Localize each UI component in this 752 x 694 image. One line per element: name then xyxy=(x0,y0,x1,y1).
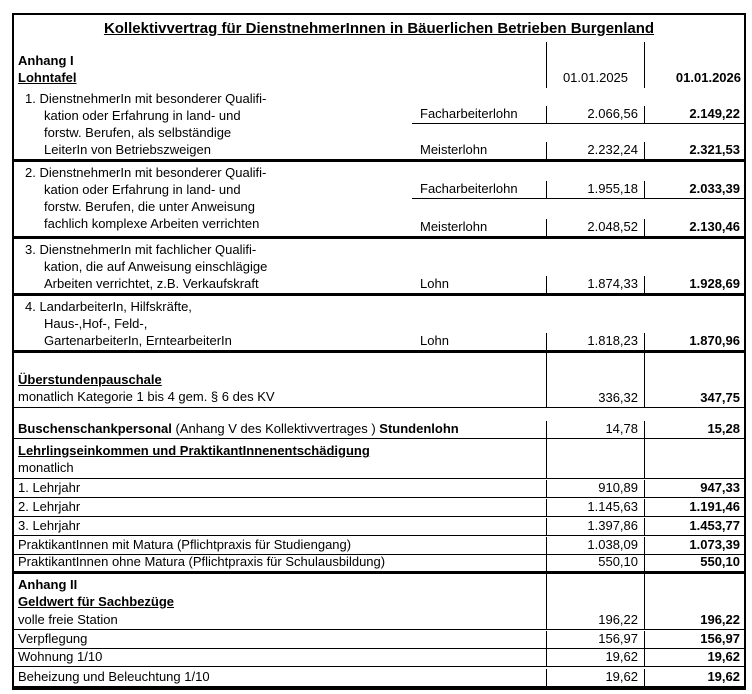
value-2025: 550,10 xyxy=(546,554,644,571)
wage-table xyxy=(12,13,746,690)
value-2025: 336,32 xyxy=(546,353,644,407)
value-2026: 196,22 xyxy=(644,612,744,629)
row-label: volle freie Station xyxy=(18,612,118,627)
category-4-values xyxy=(412,296,744,350)
wage-type-label: Facharbeiterlohn xyxy=(420,106,518,121)
empty-cell-2025 xyxy=(546,574,644,612)
empty-cell-2026 xyxy=(644,574,744,612)
row-label: Wohnung 1/10 xyxy=(18,649,103,664)
apprentice-heading-text xyxy=(14,439,546,478)
value-2025: 1.038,09 xyxy=(546,537,644,554)
row-label: 3. Lehrjahr xyxy=(18,518,81,533)
value-2026: 1.453,77 xyxy=(644,518,744,535)
value-2026: 347,75 xyxy=(644,353,744,407)
category-4-line-3: GartenarbeiterIn, ErntearbeiterIn xyxy=(44,333,232,348)
value-2026: 2.130,46 xyxy=(644,219,744,236)
category-1-row xyxy=(14,88,744,162)
value-2026: 15,28 xyxy=(644,421,744,438)
value-2025: 1.397,86 xyxy=(546,518,644,535)
category-3-line-3: Arbeiten verrichtet, z.B. Verkaufskraft xyxy=(44,276,259,291)
category-1-line-2: kation oder Erfahrung in land- und xyxy=(44,108,241,123)
row-label: 1. Lehrjahr xyxy=(18,480,81,495)
category-3-row xyxy=(14,239,744,296)
row-label: PraktikantInnen mit Matura (Pflichtpraxis für Studiengang) xyxy=(18,537,352,552)
value-2025: 1.145,63 xyxy=(546,499,644,516)
value-2026: 2.149,22 xyxy=(644,106,744,123)
value-2026: 1.870,96 xyxy=(644,333,744,350)
appendix-1-label: Anhang I xyxy=(18,53,74,68)
document-title: Kollektivvertrag für DienstnehmerInnen in Bäuerlichen Betrieben Burgenland xyxy=(103,20,655,37)
value-2025: 1.818,23 xyxy=(546,333,644,350)
category-2-description xyxy=(14,162,412,236)
category-4-lohn-row xyxy=(412,296,744,350)
wage-type-label: Lohn xyxy=(420,333,449,348)
value-2026: 156,97 xyxy=(644,631,744,648)
apprentice-row-4 xyxy=(14,536,744,555)
row-label: Beheizung und Beleuchtung 1/10 xyxy=(18,669,210,684)
value-2025: 19,62 xyxy=(546,649,644,666)
category-2-row xyxy=(14,162,744,239)
wage-type-label: Meisterlohn xyxy=(420,219,488,234)
row-label: PraktikantInnen ohne Matura (Pflichtpraxis für Schulausbildung) xyxy=(18,554,386,569)
value-2025: 19,62 xyxy=(546,669,644,686)
category-1-line-4: LeiterIn von Betriebszweigen xyxy=(44,142,211,157)
wage-type-label: Meisterlohn xyxy=(420,142,488,157)
apprentice-subheading: monatlich xyxy=(18,460,74,475)
category-2-line-2: kation oder Erfahrung in land- und xyxy=(44,182,241,197)
category-4-description xyxy=(14,296,412,350)
benefit-row-2 xyxy=(14,630,744,649)
buschenschank-reference: (Anhang V des Kollektivvertrages ) xyxy=(175,421,376,436)
row-label: Verpflegung xyxy=(18,631,88,646)
value-2026: 2.033,39 xyxy=(644,181,744,198)
wage-type-label: Lohn xyxy=(420,276,449,291)
title-row xyxy=(14,15,744,42)
value-2026: 1.191,46 xyxy=(644,499,744,516)
wage-type-label: Facharbeiterlohn xyxy=(420,181,518,196)
value-2025: 2.232,24 xyxy=(546,142,644,159)
column-header-2026: 01.01.2026 xyxy=(644,42,744,88)
value-2026: 2.321,53 xyxy=(644,142,744,159)
category-2-values xyxy=(412,162,744,236)
apprentice-row-5 xyxy=(14,555,744,574)
category-2-line-3: forstw. Berufen, die unter Anweisung xyxy=(44,199,256,214)
category-3-lohn-row xyxy=(412,239,744,293)
buschenschank-wage-type: Stundenlohn xyxy=(379,421,459,436)
category-1-line-3: forstw. Berufen, als selbständige xyxy=(44,125,232,140)
category-2-meister-row xyxy=(412,199,744,236)
empty-cell-2025 xyxy=(546,439,644,478)
appendix-2-heading-row xyxy=(14,574,744,612)
buschenschank-label xyxy=(14,421,546,438)
apprentice-row-3 xyxy=(14,517,744,536)
buschenschank-name: Buschenschankpersonal xyxy=(18,421,172,436)
category-1-meister-row xyxy=(412,124,744,159)
overtime-description: monatlich Kategorie 1 bis 4 gem. § 6 des KV xyxy=(18,389,275,404)
appendix-2-heading-text xyxy=(14,574,546,612)
apprentice-row-1 xyxy=(14,479,744,498)
value-2026: 550,10 xyxy=(644,554,744,571)
value-2025: 196,22 xyxy=(546,612,644,629)
column-header-2025: 01.01.2025 xyxy=(546,42,644,88)
category-4-line-1: 4. LandarbeiterIn, Hilfskräfte, xyxy=(25,299,192,314)
category-1-line-1: 1. DienstnehmerIn mit besonderer Qualifi- xyxy=(25,91,267,106)
benefit-row-3 xyxy=(14,649,744,667)
header-row xyxy=(14,42,744,88)
benefit-row-4 xyxy=(14,667,744,686)
wage-table-title: Lohntafel xyxy=(18,70,77,85)
header-left xyxy=(14,42,546,88)
category-3-line-2: kation, die auf Anweisung einschlägige xyxy=(44,259,268,274)
value-2026: 1.073,39 xyxy=(644,537,744,554)
empty-cell-2026 xyxy=(644,439,744,478)
value-2025: 2.066,56 xyxy=(546,106,644,123)
apprentice-row-2 xyxy=(14,498,744,517)
category-2-facharbeiter-row xyxy=(412,162,744,199)
value-2025: 14,78 xyxy=(546,421,644,438)
value-2025: 1.874,33 xyxy=(546,276,644,293)
overtime-heading: Überstundenpauschale xyxy=(18,372,162,387)
value-2026: 1.928,69 xyxy=(644,276,744,293)
apprentice-heading-row xyxy=(14,439,744,479)
apprentice-heading: Lehrlingseinkommen und PraktikantInnenentschädigung xyxy=(18,443,370,458)
row-label: 2. Lehrjahr xyxy=(18,499,81,514)
category-3-values xyxy=(412,239,744,293)
buschenschank-row xyxy=(14,408,744,439)
category-4-row xyxy=(14,296,744,353)
value-2025: 1.955,18 xyxy=(546,181,644,198)
category-1-values xyxy=(412,88,744,159)
category-3-description xyxy=(14,239,412,293)
category-4-line-2: Haus-,Hof-, Feld-, xyxy=(44,316,148,331)
category-1-facharbeiter-row xyxy=(412,88,744,124)
value-2026: 19,62 xyxy=(644,669,744,686)
category-2-line-4: fachlich komplexe Arbeiten verrichten xyxy=(44,216,260,231)
overtime-text xyxy=(14,353,546,407)
value-2025: 156,97 xyxy=(546,631,644,648)
value-2026: 947,33 xyxy=(644,480,744,497)
category-3-line-1: 3. DienstnehmerIn mit fachlicher Qualifi- xyxy=(25,242,257,257)
category-1-description xyxy=(14,88,412,159)
appendix-2-heading: Geldwert für Sachbezüge xyxy=(18,594,175,609)
overtime-row xyxy=(14,353,744,408)
appendix-2-label: Anhang II xyxy=(18,577,78,592)
category-2-line-1: 2. DienstnehmerIn mit besonderer Qualifi- xyxy=(25,165,267,180)
benefit-row-1 xyxy=(14,612,744,630)
value-2025: 910,89 xyxy=(546,480,644,497)
value-2026: 19,62 xyxy=(644,649,744,666)
value-2025: 2.048,52 xyxy=(546,219,644,236)
